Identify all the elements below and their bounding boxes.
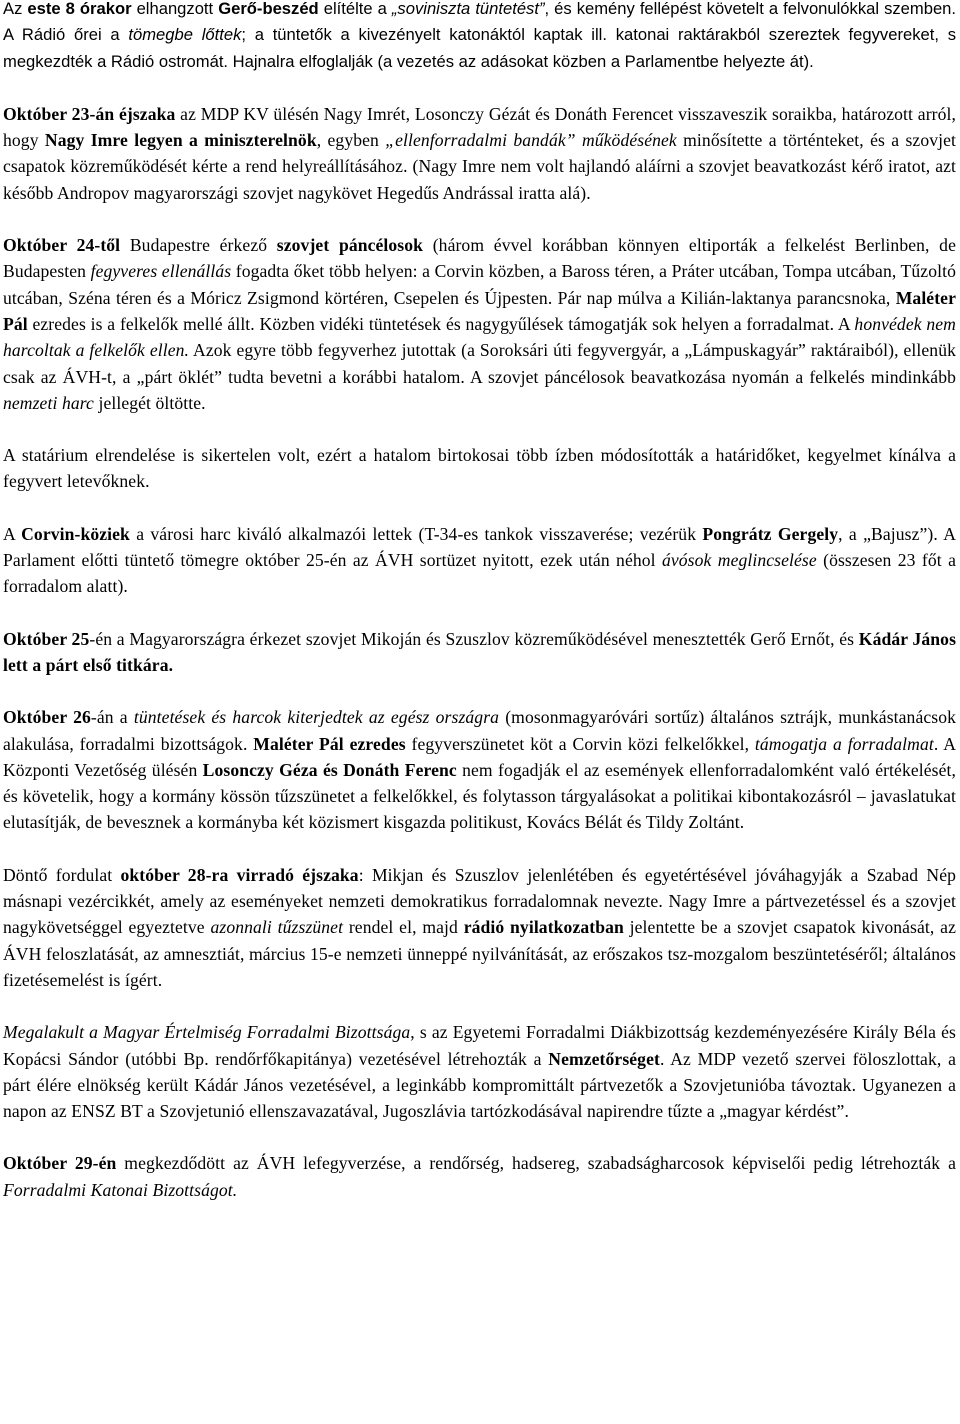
text-run: tömegbe lőttek — [128, 25, 242, 45]
paragraph-8 — [3, 862, 956, 993]
text-run: rádió nyilatkozatban — [463, 917, 624, 938]
paragraph-4 — [3, 442, 956, 495]
text-run: Október 23-án éjszaka — [3, 103, 176, 124]
text-run: Corvin-köziek — [21, 523, 130, 544]
text-run: támogatja a forradalmat — [754, 733, 934, 754]
text-run: szovjet páncélosok — [276, 235, 424, 256]
text-run: , s az Egyetemi Forradalmi Diákbizottság kezdeményezésére Király Béla és Kopácsi Sándor (utóbbi Bp. rendőrfőkapitánya) vezetésével létrehozták a — [3, 1022, 956, 1069]
document-page — [3, 0, 956, 1229]
paragraph-7 — [3, 704, 956, 835]
text-run: Döntő fordulat — [3, 864, 121, 885]
paragraph-2 — [3, 101, 956, 206]
text-run: , és kemény fellépést követelt a felvonulókkal szemben. A Rádió őrei a — [3, 0, 957, 45]
text-run: „soviniszta tüntetést” — [391, 0, 545, 18]
text-run: : Mikjan és Szuszlov jelenlétében és egyetértésével jóváhagyják a Szabad Nép másnapi vezércikkét, amely az eseményeket nemzeti demokratikus forradalomnak nevezte. Nagy Imre a pártvezetéssel és a szovjet nagykövetséggel egyeztetve — [3, 864, 957, 938]
text-run: Maléter Pál ezredes — [253, 733, 406, 754]
text-run: elhangzott — [131, 0, 219, 18]
paragraph-1 — [3, 0, 956, 75]
text-run: ezredes is a felkelők mellé állt. Közben vidéki tüntetések és nagygyűlések támogatják sok helyen a forradalmat. A — [27, 313, 855, 334]
paragraph-5 — [3, 521, 956, 600]
text-run: ; a tüntetők a kivezényelt katonáktól kaptak ill. katonai raktárakból szereztek fegyvereket, s megkezdték a Rádió ostromát. Hajnalra elfoglalják (a vezetés az adásokat közben a Parlamentbe helyezte át). — [3, 25, 956, 71]
text-run: ávósok meglincselése — [661, 550, 817, 571]
text-run: október 28-ra virradó éjszaka — [120, 864, 359, 885]
text-run: Gerő-beszéd — [218, 0, 319, 18]
text-run: jelentette be a szovjet csapatok kivonását, az ÁVH feloszlatását, az amnesztiát, március 15-e nemzeti ünneppé nyilvánítását, az erőszakos tsz-mozgalom beszüntetéséről; általános fizetésemelést is ígért. — [3, 917, 956, 990]
text-run: . A Központi Vezetőség ülésén — [3, 733, 957, 780]
text-run: „ellenforradalmi bandák” működésének — [385, 130, 677, 151]
text-run: A — [3, 523, 22, 544]
text-run: rendel el, majd — [343, 917, 464, 938]
text-run: Kádár János lett a párt első titkára. — [3, 628, 957, 675]
text-run: este 8 órakor — [27, 0, 132, 18]
text-run: fegyverszünetet köt a Corvin közi felkelőkkel, — [405, 733, 755, 754]
text-run: (mosonmagyaróvári sortűz) általános sztrájk, munkástanácsok alakulása, forradalmi bizottságok. — [3, 707, 957, 754]
text-run: Maléter Pál — [3, 287, 956, 334]
text-run: (összesen 23 főt a forradalom alatt). — [3, 550, 956, 597]
text-run: tüntetések és harcok kiterjedtek az egész országra — [133, 707, 500, 728]
text-run: A statárium elrendelése is sikertelen volt, ezért a hatalom birtokosai több ízben módosították a határidőket, kegyelmet kínálva a fegyvert letevőknek. — [3, 445, 956, 492]
text-run: minősítette a történteket, és a szovjet csapatok közreműködését kérte a rend helyreállításához. (Nagy Imre nem volt hajlandó aláírni a szovjet beavatkozást kérő iratot, azt később Andropov magyarországi szovjet nagykövet Hegedűs Andrással iratta alá). — [3, 130, 956, 203]
text-run: elítélte a — [318, 0, 392, 18]
text-run: Nagy Imre legyen a miniszterelnök — [44, 130, 317, 151]
text-run: Megalakult a Magyar Értelmiség Forradalmi Bizottsága — [3, 1022, 411, 1043]
paragraph-6 — [3, 626, 956, 679]
text-run: Forradalmi Katonai Bizottságot. — [3, 1179, 238, 1200]
text-run: Azok egyre több fegyverhez jutottak (a Soroksári úti fegyvergyár, a „Lámpuskagyár” raktáraiból), ellenük csak az ÁVH-t, a „párt öklét” tudta bevetni a korábbi hatalom. A szovjet páncélosok beavatkozása nyomán a felkelés mindinkább — [3, 340, 956, 387]
paragraph-10 — [3, 1150, 956, 1203]
text-run: , a „Bajusz”). A Parlament előtti tüntető tömegre október 25-én az ÁVH sortüzet nyitott, ezek után néhol — [3, 523, 956, 571]
text-run: azonnali tűzszünet — [210, 917, 344, 938]
text-run: nemzeti harc — [3, 392, 94, 413]
text-run: az MDP KV ülésén Nagy Imrét, Losonczy Gézát és Donáth Ferencet visszaveszik soraikba, határozott arról, hogy — [3, 103, 957, 151]
text-run: jellegét öltötte. — [93, 392, 206, 413]
text-run: honvédek nem harcoltak a felkelők ellen. — [3, 313, 956, 361]
text-run: nem fogadják el az események ellenforradalomként való értékelését, és követelik, hogy a kormány kössön tűzszünetet a felkelőkkel, és folytasson tárgyalásokat a politikai kibontakozásról – javaslatukat elutasítják, de bevesznek a kormányba két közismert kisgazda politikust, Kovács Bélát és Tildy Zoltánt. — [3, 759, 956, 833]
paragraph-3 — [3, 232, 956, 416]
text-run: a városi harc kiváló alkalmazói lettek (T-34-es tankok visszaverése; vezérük — [129, 523, 703, 544]
text-run: Az — [3, 0, 28, 18]
paragraph-9 — [3, 1019, 956, 1124]
text-run: . Az MDP vezető szervei föloszlottak, a párt élére elnökség került Kádár János vezetésével, a leginkább kompromittált pártvezetők a Szovjetunióba távoztak. Ugyanezen a napon az ENSZ BT a Szovjetunió ellenszavazatával, Jugoszlávia tartózkodásával napirendre tűzte a „magyar kérdést”. — [3, 1048, 956, 1122]
text-run: fegyveres ellenállás — [90, 261, 232, 282]
text-run: Október 25 — [3, 628, 90, 649]
text-run: fogadta őket több helyen: a Corvin közben, a Baross téren, a Práter utcában, Tompa utcában, Tűzoltó utcában, Széna téren és a Móricz Zsigmond körtéren, Csepelen és Újpesten. Pár nap múlva a Kilián-laktanya parancsnoka, — [3, 261, 956, 308]
text-run: Nemzetőrséget — [548, 1048, 660, 1069]
text-run: -én a Magyarországra érkezet szovjet Mikoján és Szuszlov közreműködésével menesztették Gerő Ernőt, és — [89, 628, 859, 649]
text-run: Pongrátz Gergely — [702, 523, 839, 544]
text-run: Losonczy Géza és Donáth Ferenc — [202, 759, 457, 780]
text-run: Október 24-től — [3, 235, 121, 256]
text-run: , egyben — [316, 130, 386, 151]
text-run: (három évvel korábban könnyen eltiporták a felkelést Berlinben, de Budapesten — [3, 235, 956, 282]
text-run: Október 29-én — [3, 1153, 117, 1174]
text-run: Október 26 — [3, 707, 91, 728]
text-run: -án a — [90, 707, 134, 728]
text-run: Budapestre érkező — [120, 235, 277, 256]
text-run: megkezdődött az ÁVH lefegyverzése, a rendőrség, hadsereg, szabadságharcosok képviselői pedig létrehozták a — [116, 1153, 956, 1174]
